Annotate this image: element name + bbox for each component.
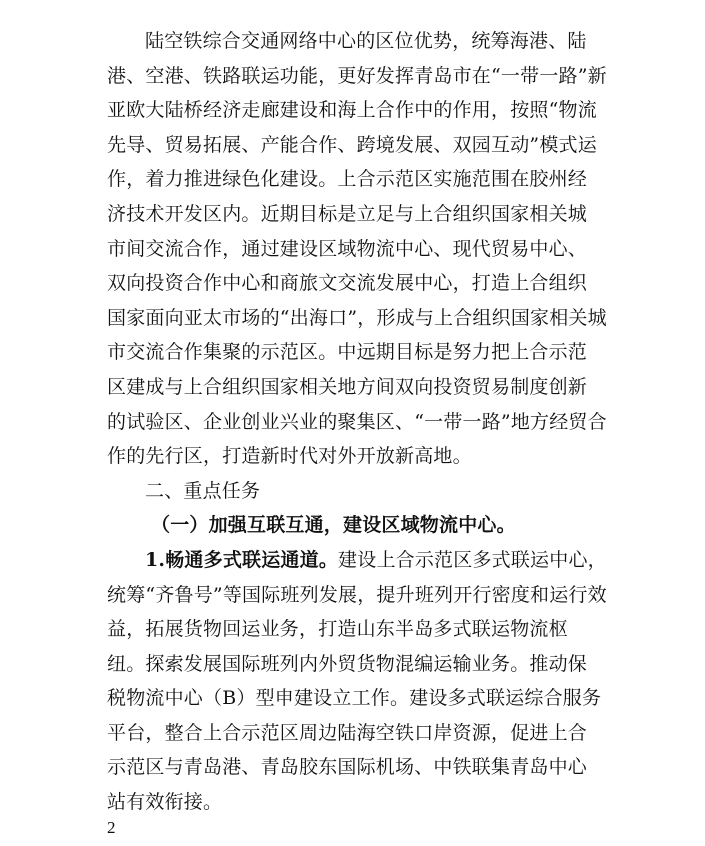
paragraph-line: 区建成与上合组织国家相关地方间双向投资贸易制度创新 xyxy=(107,375,588,398)
page-number: 2 xyxy=(107,818,116,837)
paragraph-line: 港、空港、铁路联运功能，更好发挥青岛市在“一带一路”新 xyxy=(107,64,607,87)
item-line: 税物流中心（B）型申建设立工作。建设多式联运综合服务 xyxy=(107,687,602,710)
item-line: 益，拓展货物回运业务，打造山东半岛多式联运物流枢 xyxy=(107,618,568,641)
subsection-title: （一）加强互联互通，建设区域物流中心。 xyxy=(151,514,516,537)
paragraph-line: 市间交流合作，通过建设区域物流中心、现代贸易中心、 xyxy=(107,237,588,260)
document-body xyxy=(107,24,607,820)
item-line: 平台，整合上合示范区周边陆海空铁口岸资源，促进上合 xyxy=(107,721,588,744)
paragraph-line: 先导、贸易拓展、产能合作、跨境发展、双园互动”模式运 xyxy=(107,133,597,156)
paragraph-line: 亚欧大陆桥经济走廊建设和海上合作中的作用，按照“物流 xyxy=(107,99,597,122)
item-line: 统筹“齐鲁号”等国际班列发展，提升班列开行密度和运行效 xyxy=(107,583,607,606)
paragraph-line: 的试验区、企业创业兴业的聚集区、“一带一路”地方经贸合 xyxy=(107,410,607,433)
paragraph-line: 国家面向亚太市场的“出海口”，形成与上合组织国家相关城 xyxy=(107,306,607,329)
section-title: 二、重点任务 xyxy=(145,479,261,502)
paragraph-line: 市交流合作集聚的示范区。中远期目标是努力把上合示范 xyxy=(107,341,588,364)
paragraph-line: 双向投资合作中心和商旅文交流发展中心，打造上合组织 xyxy=(107,272,588,295)
item-line: 示范区与青岛港、青岛胶东国际机场、中铁联集青岛中心 xyxy=(107,756,588,779)
item-lead: 1.畅通多式联运通道。 xyxy=(145,548,339,571)
paragraph-line: 陆空铁综合交通网络中心的区位优势，统筹海港、陆 xyxy=(145,30,587,52)
paragraph-line: 济技术开发区内。近期目标是立足与上合组织国家相关城 xyxy=(107,202,588,225)
item-first-line xyxy=(107,543,607,578)
paragraph-line: 作，着力推进绿色化建设。上合示范区实施范围在胶州经 xyxy=(107,168,588,191)
item-line: 站有效衔接。 xyxy=(107,791,223,814)
paragraph-line: 作的先行区，打造新时代对外开放新高地。 xyxy=(107,445,472,468)
item-line: 纽。探索发展国际班列内外贸货物混编运输业务。推动保 xyxy=(107,652,588,675)
item-lead-rest: 建设上合示范区多式联运中心， xyxy=(338,548,607,571)
